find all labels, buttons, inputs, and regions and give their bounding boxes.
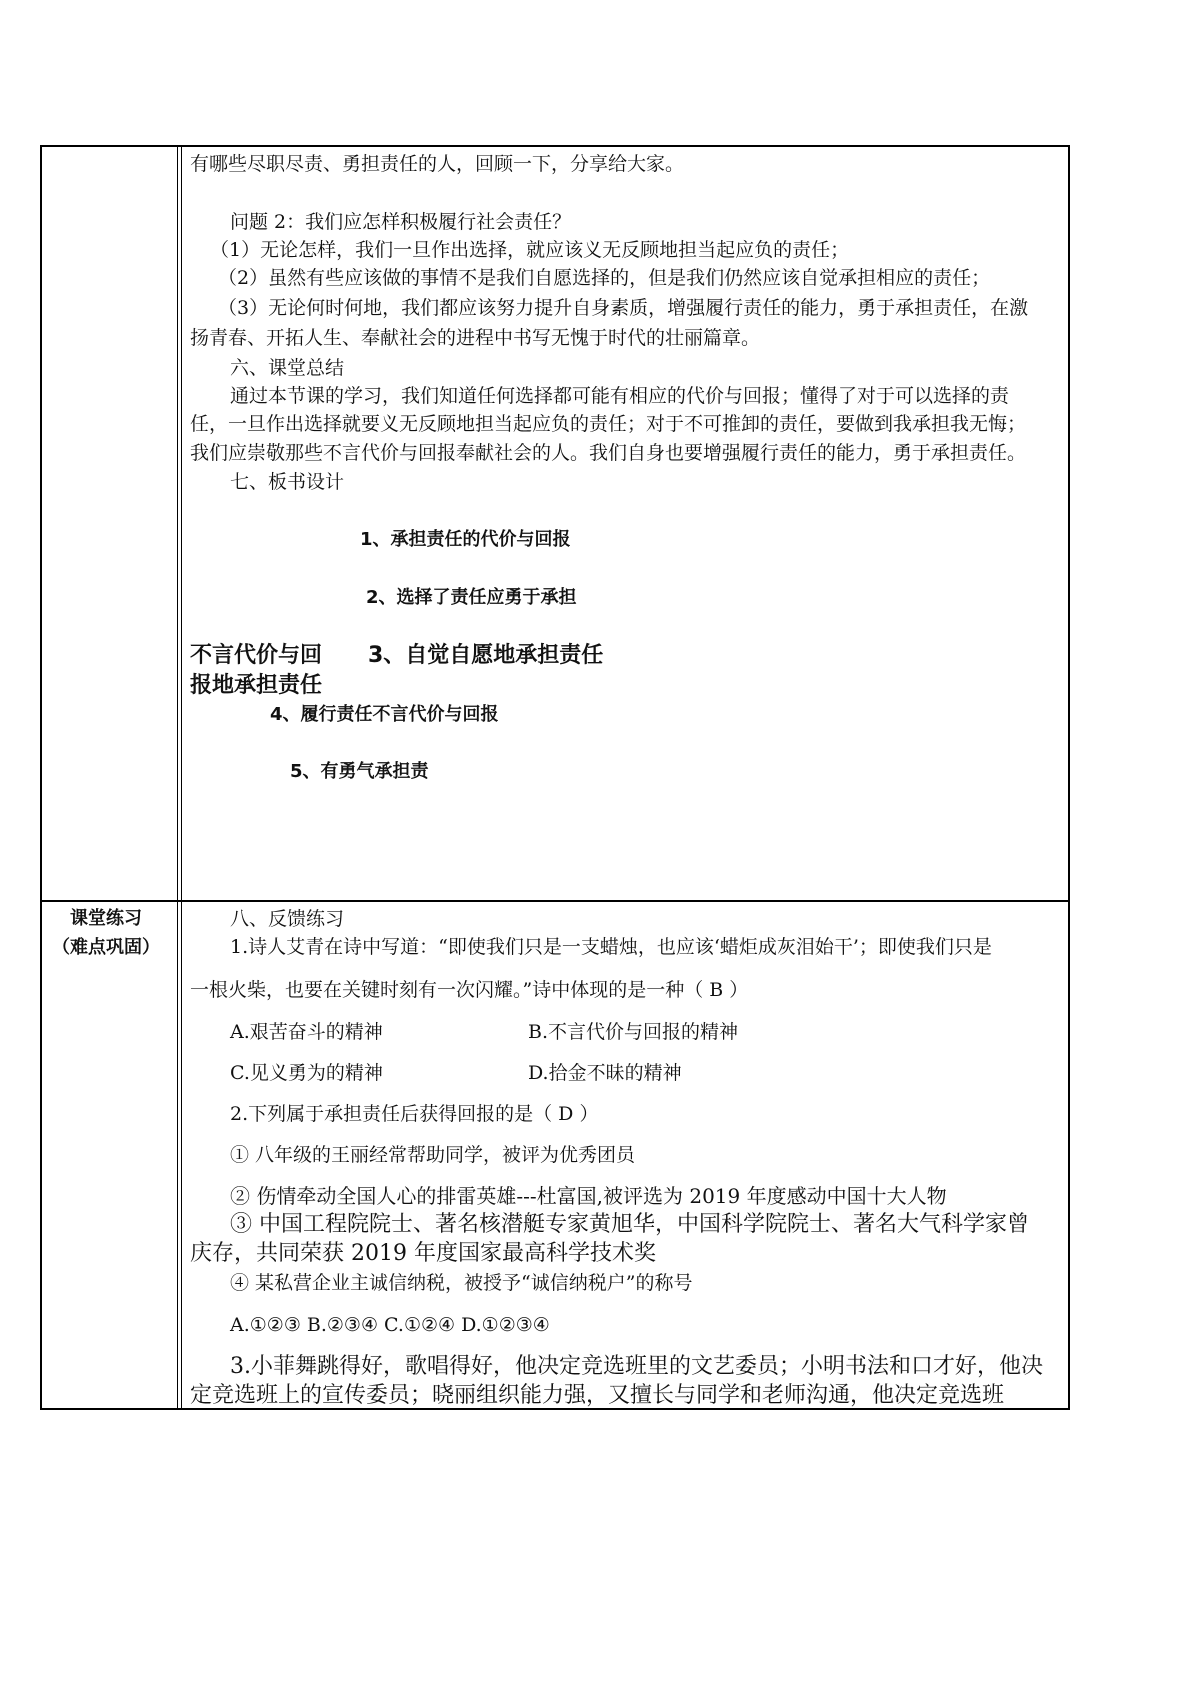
question-1-line-1: 1.诗人艾青在诗中写道：“即使我们只是一支蜡烛，也应该‘蜡炬成灰泪始干’；即使我们只是 xyxy=(230,936,992,958)
option-a: A.艰苦奋斗的精神 xyxy=(230,1021,383,1043)
table-row-divider xyxy=(40,900,1070,902)
question-2-item: （1）无论怎样，我们一旦作出选择，就应该义无反顾地担当起应负的责任； xyxy=(210,239,850,261)
summary-line: 我们应崇敬那些不言代价与回报奉献社会的人。我们自身也要增强履行责任的能力，勇于承担责任。 xyxy=(190,442,1027,464)
paragraph: 有哪些尽职尽责、勇担责任的人，回顾一下，分享给大家。 xyxy=(190,153,685,175)
board-item-4: 4、履行责任不言代价与回报 xyxy=(270,704,499,725)
question-2-line: 2.下列属于承担责任后获得回报的是（ D ） xyxy=(230,1103,599,1125)
question-2-item: （2）虽然有些应该做的事情不是我们自愿选择的，但是我们仍然应该自觉承担相应的责任； xyxy=(218,267,991,289)
question-3-line-2: 定竞选班上的宣传委员；晓丽组织能力强，又擅长与同学和老师沟通，他决定竞选班 xyxy=(190,1383,1005,1408)
question-2-statement-1: ① 八年级的王丽经常帮助同学，被评为优秀团员 xyxy=(230,1144,636,1166)
option-d: D.拾金不昧的精神 xyxy=(528,1062,682,1084)
question-2-item: （3）无论何时何地，我们都应该努力提升自身素质，增强履行责任的能力，勇于承担责任，在激 xyxy=(218,297,1029,319)
board-item-2: 2、选择了责任应勇于承担 xyxy=(366,587,577,608)
row-label-line-1: 课堂练习 xyxy=(70,908,142,929)
board-left-text-line-1: 不言代价与回 xyxy=(190,643,323,668)
board-item-3: 3、自觉自愿地承担责任 xyxy=(368,643,604,668)
board-left-text-line-2: 报地承担责任 xyxy=(190,673,323,698)
summary-heading: 六、课堂总结 xyxy=(230,357,345,379)
question-2-statement-2: ② 伤情牵动全国人心的排雷英雄---杜富国,被评选为 2019 年度感动中国十大人物 xyxy=(230,1184,947,1208)
table-border-right xyxy=(1068,145,1070,1410)
question-2-statement-3a: ③ 中国工程院院士、著名核潜艇专家黄旭华，中国科学院院士、著名大气科学家曾 xyxy=(230,1212,1029,1237)
board-item-5: 5、有勇气承担责 xyxy=(290,761,429,782)
question-2-options: A.①②③ B.②③④ C.①②④ D.①②③④ xyxy=(230,1314,550,1336)
question-1-line-2: 一根火柴，也要在关键时刻有一次闪耀。”诗中体现的是一种（ B ） xyxy=(190,979,749,1001)
exercise-heading: 八、反馈练习 xyxy=(230,908,345,930)
table-border-left xyxy=(40,145,42,1410)
option-c: C.见义勇为的精神 xyxy=(230,1062,383,1084)
question-2-statement-3b: 庆存，共同荣获 2019 年度国家最高科学技术奖 xyxy=(190,1241,656,1266)
summary-line: 通过本节课的学习，我们知道任何选择都可能有相应的代价与回报；懂得了对于可以选择的责 xyxy=(230,385,1010,407)
row-label-line-2: （难点巩固） xyxy=(52,937,160,958)
table-column-divider-inner xyxy=(181,145,182,1410)
board-item-1: 1、承担责任的代价与回报 xyxy=(360,529,571,550)
table-border-top xyxy=(40,145,1070,147)
table-column-divider xyxy=(177,145,178,1410)
option-b: B.不言代价与回报的精神 xyxy=(528,1021,739,1043)
question-3-line-1: 3.小菲舞跳得好，歌唱得好，他决定竞选班里的文艺委员；小明书法和口才好，他决 xyxy=(230,1354,1043,1379)
question-2-statement-4: ④ 某私营企业主诚信纳税，被授予“诚信纳税户”的称号 xyxy=(230,1272,693,1294)
summary-line: 任，一旦作出选择就要义无反顾地担当起应负的责任；对于不可推卸的责任，要做到我承担我无悔； xyxy=(190,413,1027,435)
board-heading: 七、板书设计 xyxy=(230,471,345,493)
question-2-item: 扬青春、开拓人生、奉献社会的进程中书写无愧于时代的壮丽篇章。 xyxy=(190,327,761,349)
question-2-title: 问题 2：我们应怎样积极履行社会责任？ xyxy=(230,211,572,233)
